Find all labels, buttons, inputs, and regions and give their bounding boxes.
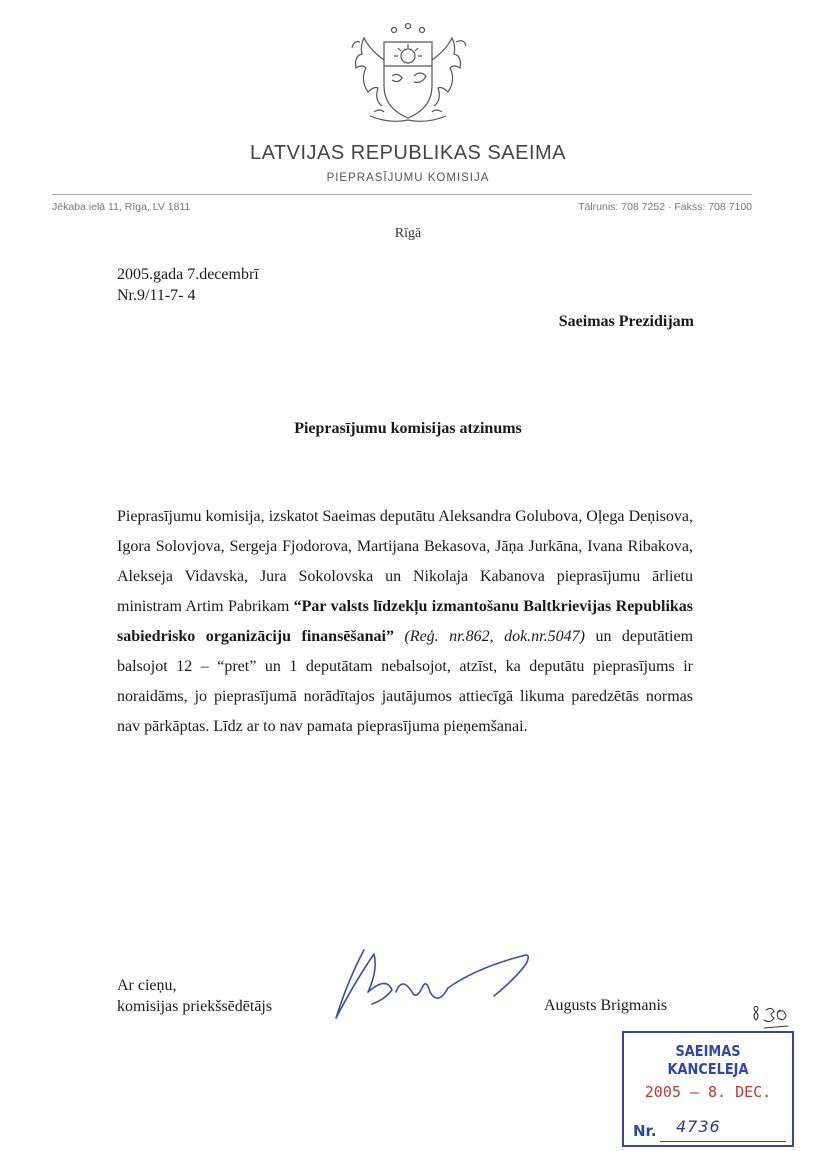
stamp-nr-value: 4736 bbox=[676, 1117, 721, 1136]
registration-stamp bbox=[622, 1031, 794, 1147]
handwritten-signature-icon bbox=[326, 940, 536, 1030]
city: Rīgā bbox=[394, 226, 422, 241]
latvia-coat-of-arms-icon bbox=[340, 20, 476, 128]
handwritten-note bbox=[750, 1006, 790, 1032]
phone-fax: Tālrunis: 708 7252 · Fakss: 708 7100 bbox=[578, 201, 752, 213]
body-text-part1: Pieprasījumu komisija, izskatot Saeimas deputātu Aleksandra Golubova, Oļega Deņisova, Igora Solovjova, Sergeja Fjodorova, Martijana Bekasova, Jāņa Jurkāna, Ivana Ribakova, Alekseja Vidavska, Jura Sokolovska un Nikolaja Kabanova pieprasījumu ārlietu ministram Artim Pabrikam bbox=[117, 508, 693, 615]
closing-block bbox=[117, 975, 272, 1017]
organization-name: LATVIJAS REPUBLIKAS SAEIMA bbox=[249, 142, 567, 164]
closing-regards: Ar cieņu, bbox=[117, 977, 177, 994]
stamp-nr-line bbox=[660, 1141, 786, 1142]
body-text-part2: un deputātiem balsojot 12 – “pret” un 1 deputātam nebalsojot, atzīst, ka deputātu pieprasījums ir noraidāms, jo pieprasījumā norādītajos jautājumos attiecīgā likuma paredzētās normas nav pārkāptas. Līdz ar to nav pamata pieprasījuma pieņemšanai. bbox=[117, 628, 694, 735]
registration-reference: (Reģ. nr.862, dok.nr.5047) bbox=[404, 628, 585, 645]
header-divider bbox=[52, 194, 752, 195]
body-paragraph bbox=[117, 502, 693, 742]
stamp-date: 2005 – 8. DEC. bbox=[644, 1083, 772, 1101]
signer-name: Augusts Brigmanis bbox=[544, 997, 668, 1014]
committee-name: PIEPRASĪJUMU KOMISIJA bbox=[326, 172, 490, 184]
stamp-nr-label: Nr. bbox=[633, 1122, 657, 1140]
recipient: Saeimas Prezidijam bbox=[558, 313, 694, 330]
request-title: “Par valsts līdzekļu izmantošanu Baltkrievijas Republikas sabiedrisko organizāciju finansēšanai” bbox=[117, 598, 694, 645]
document-title: Pieprasījumu komisijas atzinums bbox=[294, 420, 522, 437]
letter-date: 2005.gada 7.decembrī bbox=[117, 266, 259, 283]
address: Jēkaba ielā 11, Rīga, LV 1811 bbox=[52, 201, 191, 213]
document-number: Nr.9/11-7- 4 bbox=[117, 287, 196, 304]
stamp-title: SAEIMAS KANCELEJA bbox=[667, 1042, 749, 1078]
signer-role: komisijas priekšsēdētājs bbox=[117, 998, 273, 1015]
